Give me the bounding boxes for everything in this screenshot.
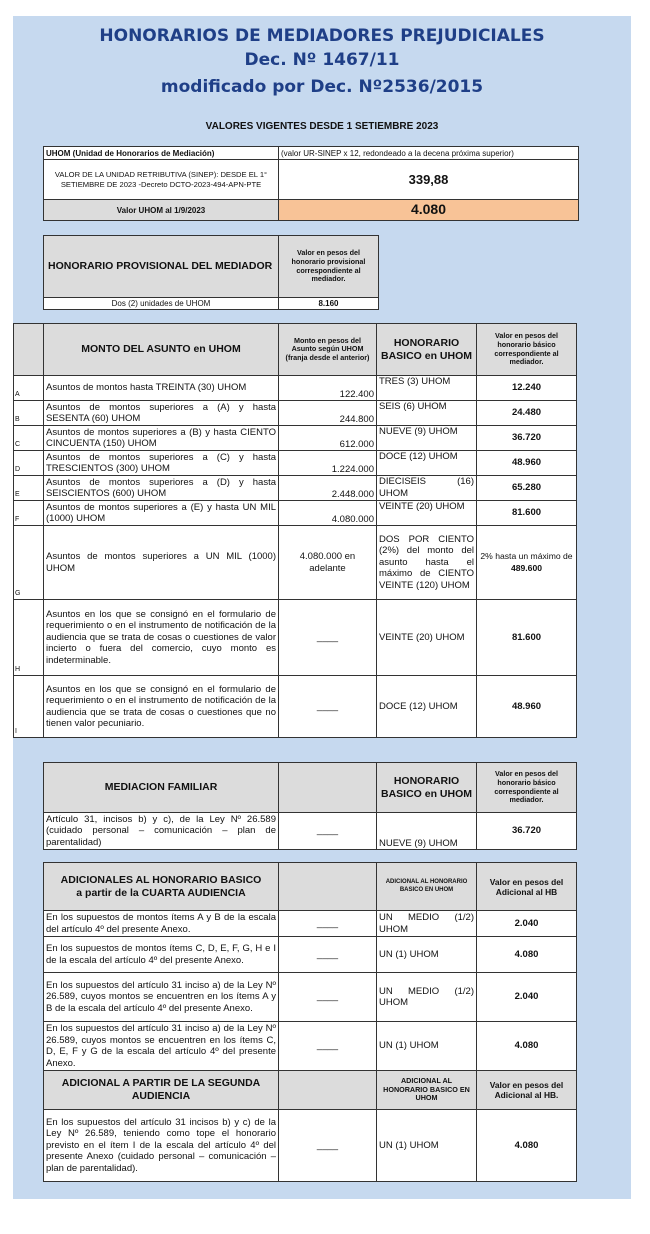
page-title: HONORARIOS DE MEDIADORES PREJUDICIALES xyxy=(99,26,545,46)
monto-row xyxy=(14,676,577,738)
adicional-basic: UN MEDIO (1/2) UHOM xyxy=(377,973,477,1022)
row-basic-fee: DOS POR CIENTO (2%) del monto del asunto hasta el máximo de CIENTO VEINTE (120) UHOM xyxy=(377,526,477,600)
uhom-definition-label: UHOM (Unidad de Honorarios de Mediación) xyxy=(44,147,279,160)
row-basic-fee: NUEVE (9) UHOM xyxy=(377,426,477,451)
row-basic-fee: VEINTE (20) UHOM xyxy=(377,600,477,676)
row-description: Asuntos de montos superiores a (E) y hasta UN MIL (1000) UHOM xyxy=(44,501,279,526)
row-basic-fee: DIECISEIS (16) UHOM xyxy=(377,476,477,501)
row-letter: D xyxy=(14,451,44,476)
segunda-description: En los supuestos del artículo 31 incisos b) y c) de la Ley Nº 26.589, teniendo como tope el honorario previsto en el ítem I de la escala del artículo 4º del presente Anexo (cuidado personal – comunicación – plan de parentalidad). xyxy=(44,1110,279,1182)
monto-row xyxy=(14,526,577,600)
monto-header-amount: Monto en pesos del Asunto según UHOM (franja desde el anterior) xyxy=(279,324,377,376)
adicional-basic: UN (1) UHOM xyxy=(377,1022,477,1071)
row-letter: E xyxy=(14,476,44,501)
row-amount: 122.400 xyxy=(279,376,377,401)
adicional-basic: UN MEDIO (1/2) UHOM xyxy=(377,911,477,937)
adicional-value: 2.040 xyxy=(477,911,577,937)
row-amount: 4.080.000 xyxy=(279,501,377,526)
uhom-value-label: Valor UHOM al 1/9/2023 xyxy=(44,200,279,221)
row-letter: F xyxy=(14,501,44,526)
row-basic-fee: DOCE (12) UHOM xyxy=(377,451,477,476)
row-amount: 1.224.000 xyxy=(279,451,377,476)
row-description: Asuntos en los que se consignó en el formulario de requerimiento o en el instrumento de notificación de la audiencia que se trata de cosas o cuestiones que no tienen valor pecuniario. xyxy=(44,676,279,738)
validity-subtitle: VALORES VIGENTES DESDE 1 SETIEMBRE 2023 xyxy=(205,121,439,132)
row-value xyxy=(477,526,577,600)
segunda-basic: UN (1) UHOM xyxy=(377,1110,477,1182)
row-amount: ____ xyxy=(279,676,377,738)
adicional-description: En los supuestos del artículo 31 inciso a) de la Ley Nº 26.589, cuyos montos se encuentren en los ítems C, D, E, F y G de la escala del artículo 4º del presente Anexo. xyxy=(44,1022,279,1071)
row-basic-fee: DOCE (12) UHOM xyxy=(377,676,477,738)
monto-row xyxy=(14,376,577,401)
adicional-row xyxy=(44,1022,577,1071)
adicionales-header-subject xyxy=(44,863,279,911)
adicional-row xyxy=(44,973,577,1022)
row-amount: 4.080.000 en adelante xyxy=(279,526,377,600)
row-description: Asuntos en los que se consignó en el formulario de requerimiento o en el instrumento de notificación de la audiencia que se trata de cosas o cuestiones de valor incierto o fuera del comercio, cuyo monto es indeterminable. xyxy=(44,600,279,676)
row-value: 65.280 xyxy=(477,476,577,501)
row-description: Asuntos de montos superiores a (B) y hasta CIENTO CINCUENTA (150) UHOM xyxy=(44,426,279,451)
row-basic-fee: SEIS (6) UHOM xyxy=(377,401,477,426)
familiar-header-empty xyxy=(279,763,377,813)
familiar-header-subject: MEDIACION FAMILIAR xyxy=(44,763,279,813)
monto-row xyxy=(14,401,577,426)
row-basic-fee: VEINTE (20) UHOM xyxy=(377,501,477,526)
monto-row xyxy=(14,501,577,526)
row-letter: C xyxy=(14,426,44,451)
row-description: Asuntos de montos superiores a (C) y hasta TRESCIENTOS (300) UHOM xyxy=(44,451,279,476)
row-value: 48.960 xyxy=(477,451,577,476)
row-basic-fee: TRES (3) UHOM xyxy=(377,376,477,401)
familiar-value: 36.720 xyxy=(477,813,577,850)
row-description: Asuntos de montos superiores a UN MIL (1000) UHOM xyxy=(44,526,279,600)
row-value-max: 489.600 xyxy=(510,562,543,573)
decree-modification: modificado por Dec. Nº2536/2015 xyxy=(160,77,484,97)
letter-header-cell xyxy=(14,324,44,376)
uhom-definition-value: (valor UR-SINEP x 12, redondeado a la decena próxima superior) xyxy=(279,147,579,160)
row-description: Asuntos de montos superiores a (A) y hasta SESENTA (60) UHOM xyxy=(44,401,279,426)
monto-header-subject: MONTO DEL ASUNTO en UHOM xyxy=(44,324,279,376)
row-letter: B xyxy=(14,401,44,426)
monto-row xyxy=(14,426,577,451)
adicional-amount: ____ xyxy=(279,1022,377,1071)
row-description: Asuntos de montos hasta TREINTA (30) UHOM xyxy=(44,376,279,401)
monto-table xyxy=(13,323,577,738)
adicionales-header-basic: ADICIONAL AL HONORARIO BASICO EN UHOM xyxy=(377,863,477,911)
adicional-amount: ____ xyxy=(279,937,377,973)
adicional-value: 4.080 xyxy=(477,1022,577,1071)
row-amount: 2.448.000 xyxy=(279,476,377,501)
adicional-amount: ____ xyxy=(279,911,377,937)
familiar-header-basic: HONORARIO BASICO en UHOM xyxy=(377,763,477,813)
row-letter: A xyxy=(14,376,44,401)
decree-number: Dec. Nº 1467/11 xyxy=(244,50,400,70)
ur-sinep-label: VALOR DE LA UNIDAD RETRIBUTIVA (SINEP): DESDE EL 1° SETIEMBRE DE 2023 -Decreto DCTO-2023-494-APN-PTE xyxy=(44,160,279,200)
provisional-row-value: 8.160 xyxy=(279,298,379,310)
provisional-row-label: Dos (2) unidades de UHOM xyxy=(44,298,279,310)
familiar-header-value: Valor en pesos del honorario básico correspondiente al mediador. xyxy=(477,763,577,813)
provisional-fee-table xyxy=(43,235,379,310)
segunda-header-value: Valor en pesos del Adicional al HB. xyxy=(477,1071,577,1110)
adicionales-header-value: Valor en pesos del Adicional al HB xyxy=(477,863,577,911)
row-letter: G xyxy=(14,526,44,600)
adicionales-subtitle: a partir de la CUARTA AUDIENCIA xyxy=(76,886,246,899)
row-value: 81.600 xyxy=(477,501,577,526)
provisional-title: HONORARIO PROVISIONAL DEL MEDIADOR xyxy=(44,236,279,298)
provisional-column-header: Valor en pesos del honorario provisional correspondiente al mediador. xyxy=(279,236,379,298)
adicional-basic: UN (1) UHOM xyxy=(377,937,477,973)
adicional-description: En los supuestos de montos ítems A y B de la escala del artículo 4º del presente Anexo. xyxy=(44,911,279,937)
adicionales-table xyxy=(43,862,577,1182)
familiar-amount: ____ xyxy=(279,813,377,850)
row-amount: 244.800 xyxy=(279,401,377,426)
adicional-row xyxy=(44,911,577,937)
adicional-description: En los supuestos de montos ítems C, D, E, F, G, H e I de la escala del artículo 4º del presente Anexo. xyxy=(44,937,279,973)
segunda-header-empty xyxy=(279,1071,377,1110)
familiar-description: Artículo 31, incisos b) y c), de la Ley Nº 26.589 (cuidado personal – comunicación – plan de parentalidad) xyxy=(44,813,279,850)
row-value: 12.240 xyxy=(477,376,577,401)
monto-header-value: Valor en pesos del honorario básico correspondiente al mediador. xyxy=(477,324,577,376)
segunda-header-subject: ADICIONAL A PARTIR DE LA SEGUNDA AUDIENCIA xyxy=(44,1071,279,1110)
row-letter: I xyxy=(14,676,44,738)
monto-header-basic: HONORARIO BASICO en UHOM xyxy=(377,324,477,376)
monto-row xyxy=(14,600,577,676)
row-description: Asuntos de montos superiores a (D) y hasta SEISCIENTOS (600) UHOM xyxy=(44,476,279,501)
row-amount: ____ xyxy=(279,600,377,676)
adicionales-header-empty xyxy=(279,863,377,911)
row-value-prefix: 2% hasta un máximo de xyxy=(480,551,573,561)
row-value: 36.720 xyxy=(477,426,577,451)
monto-row xyxy=(14,451,577,476)
segunda-value: 4.080 xyxy=(477,1110,577,1182)
familiar-basic: NUEVE (9) UHOM xyxy=(377,813,477,850)
row-value: 24.480 xyxy=(477,401,577,426)
adicional-description: En los supuestos del artículo 31 inciso a) de la Ley Nº 26.589, cuyos montos se encuentren en los ítems A y B de la escala del artículo 4º del presente Anexo. xyxy=(44,973,279,1022)
familiar-table xyxy=(43,762,577,850)
uhom-table xyxy=(43,146,579,221)
adicional-value: 4.080 xyxy=(477,937,577,973)
row-value: 48.960 xyxy=(477,676,577,738)
adicional-amount: ____ xyxy=(279,973,377,1022)
ur-sinep-value: 339,88 xyxy=(279,160,579,200)
adicional-row xyxy=(44,937,577,973)
row-letter: H xyxy=(14,600,44,676)
uhom-value: 4.080 xyxy=(279,200,579,221)
adicional-value: 2.040 xyxy=(477,973,577,1022)
segunda-amount: ____ xyxy=(279,1110,377,1182)
monto-row xyxy=(14,476,577,501)
adicionales-title: ADICIONALES AL HONORARIO BASICO xyxy=(60,873,262,886)
segunda-header-basic: ADICIONAL AL HONORARIO BASICO EN UHOM xyxy=(377,1071,477,1110)
row-value: 81.600 xyxy=(477,600,577,676)
row-amount: 612.000 xyxy=(279,426,377,451)
